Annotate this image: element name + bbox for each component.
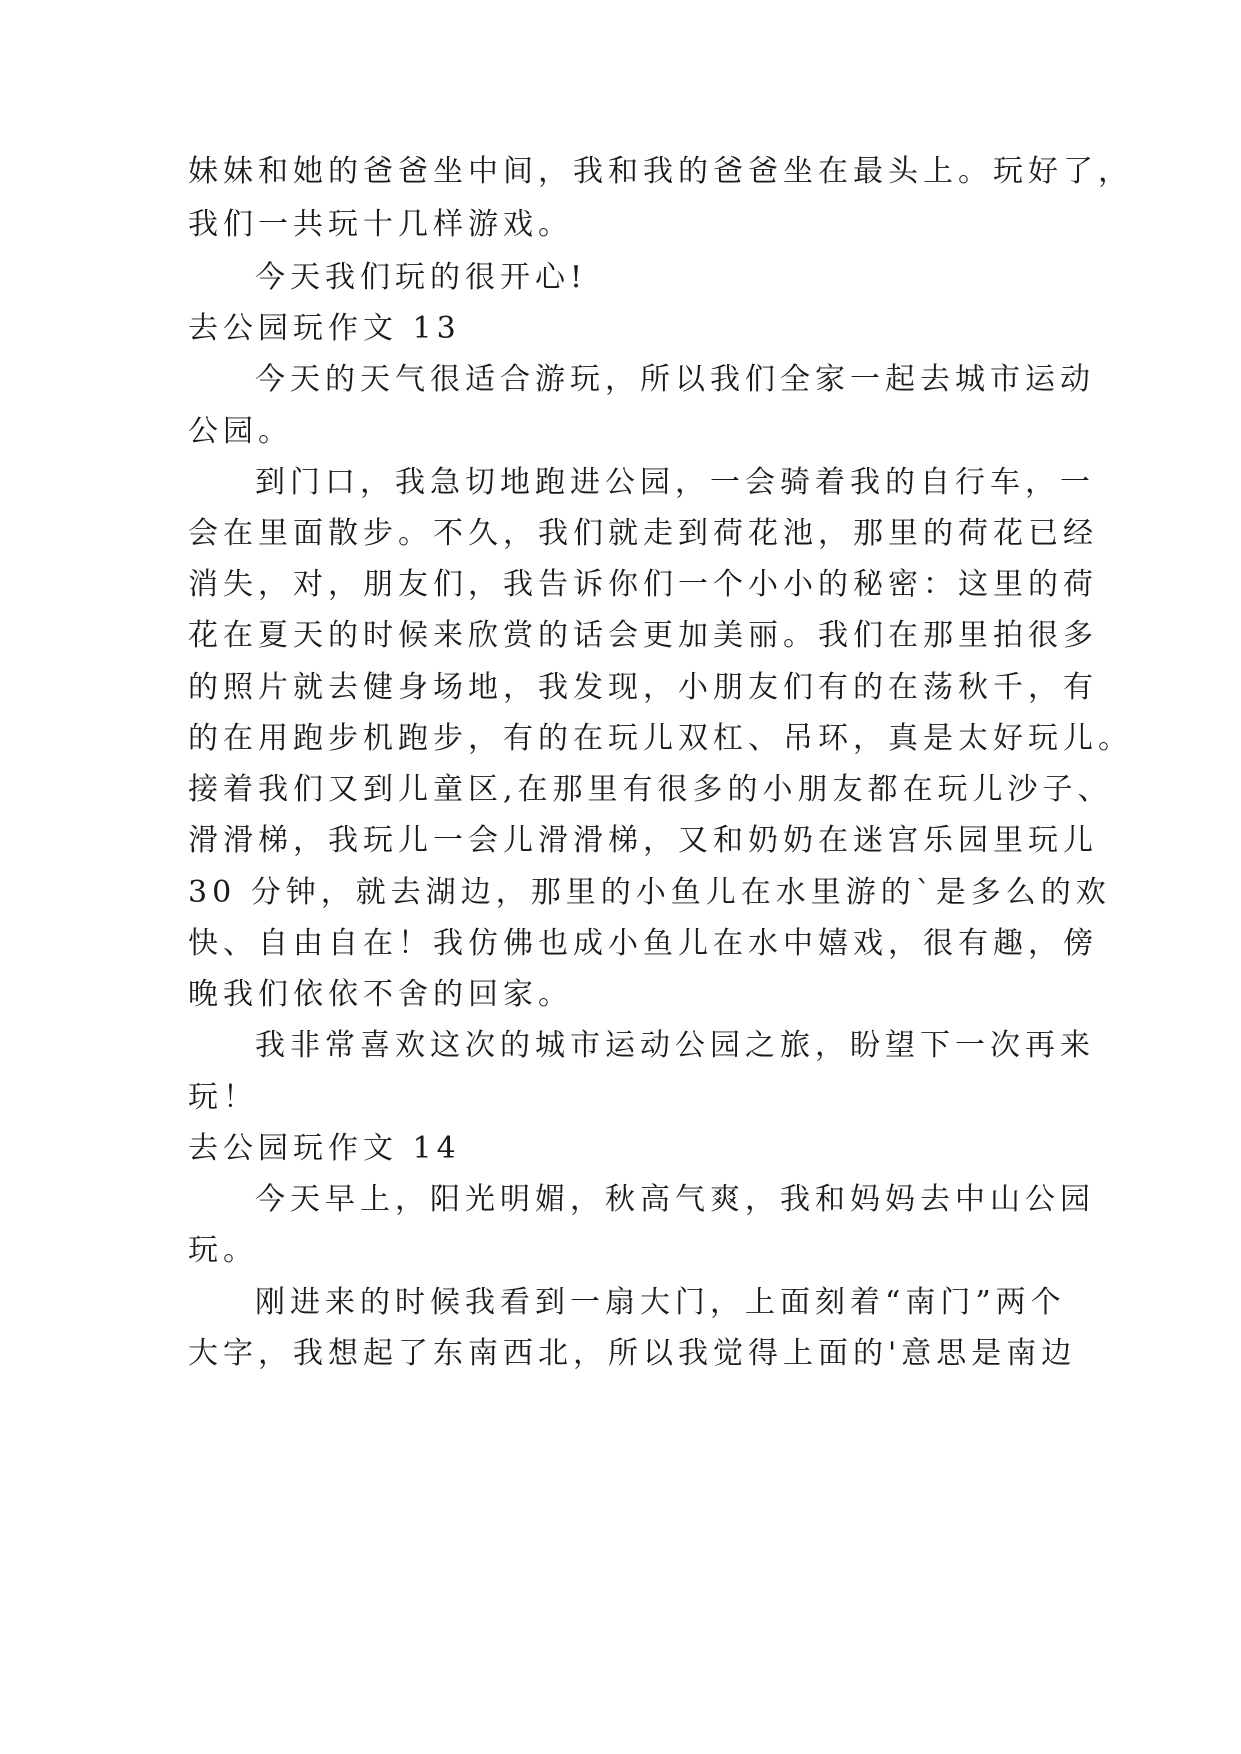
text-line: 接着我们又到儿童区,在那里有很多的小朋友都在玩儿沙子、 <box>188 772 1113 807</box>
paragraph-start: 到门口，我急切地跑进公园，一会骑着我的自行车，一 <box>255 465 1095 500</box>
text-line: 消失，对，朋友们，我告诉你们一个小小的秘密：这里的荷 <box>188 567 1098 602</box>
text-line: 公园。 <box>188 414 293 449</box>
paragraph-start: 刚进来的时候我看到一扇大门，上面刻着“南门”两个 <box>255 1285 1066 1320</box>
text-line: 会在里面散步。不久，我们就走到荷花池，那里的荷花已经 <box>188 516 1098 551</box>
section-heading: 去公园玩作文 14 <box>188 1131 461 1166</box>
text-line: 花在夏天的时候来欣赏的话会更加美丽。我们在那里拍很多 <box>188 618 1098 653</box>
text-line: 30 分钟，就去湖边，那里的小鱼儿在水里游的`是多么的欢 <box>188 875 1111 910</box>
paragraph-start: 今天的天气很适合游玩，所以我们全家一起去城市运动 <box>255 362 1095 397</box>
section-heading: 去公园玩作文 13 <box>188 311 461 346</box>
text-line: 晚我们依依不舍的回家。 <box>188 977 573 1012</box>
paragraph-start: 今天早上，阳光明媚，秋高气爽，我和妈妈去中山公园 <box>255 1182 1095 1217</box>
text-line: 的照片就去健身场地，我发现，小朋友们有的在荡秋千，有 <box>188 670 1098 705</box>
text-line: 玩。 <box>188 1233 258 1268</box>
text-line: 大字，我想起了东南西北，所以我觉得上面的'意思是南边 <box>188 1336 1077 1371</box>
text-line: 我们一共玩十几样游戏。 <box>188 207 573 242</box>
text-line: 玩！ <box>188 1080 258 1115</box>
text-line: 滑滑梯，我玩儿一会儿滑滑梯，又和奶奶在迷宫乐园里玩儿 <box>188 823 1098 858</box>
text-line: 快、自由自在！我仿佛也成小鱼儿在水中嬉戏，很有趣，傍 <box>188 926 1098 961</box>
text-line: 妹妹和她的爸爸坐中间，我和我的爸爸坐在最头上。玩好了， <box>188 154 1133 189</box>
paragraph-start: 今天我们玩的很开心! <box>255 260 588 295</box>
text-line: 的在用跑步机跑步，有的在玩儿双杠、吊环，真是太好玩儿。 <box>188 721 1133 756</box>
paragraph-start: 我非常喜欢这次的城市运动公园之旅，盼望下一次再来 <box>255 1028 1095 1063</box>
